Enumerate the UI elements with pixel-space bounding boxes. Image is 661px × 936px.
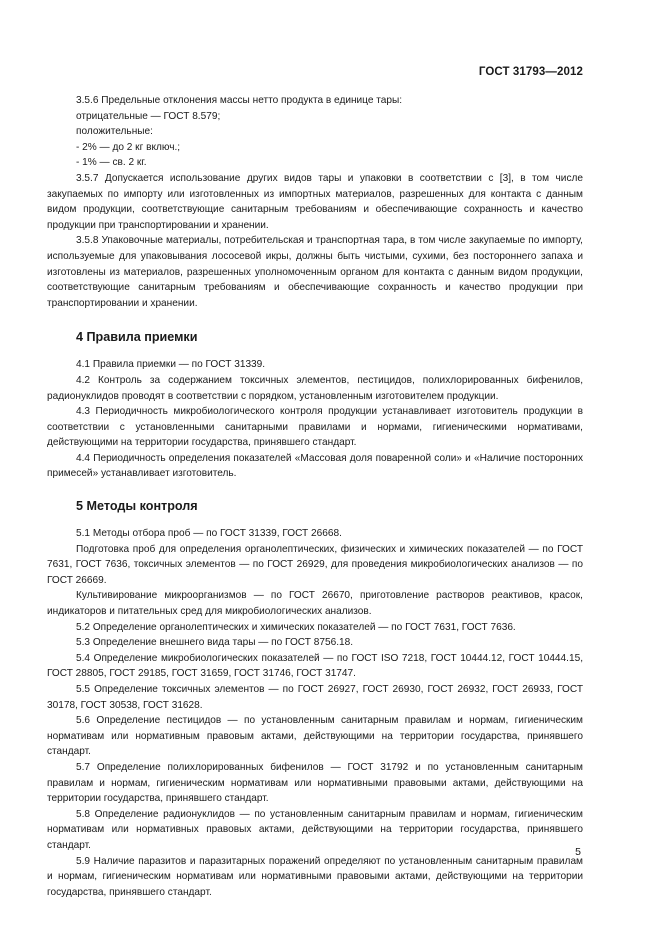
paragraph-5-7: 5.7 Определение полихлорированных бифенилов — ГОСТ 31792 и по установленным санитарным правилам и нормам, гигиеническим нормативам или нормативными правовыми актами, действующими на территории государства, принявшего стандарт. bbox=[47, 761, 583, 805]
paragraph-5-5: 5.5 Определение токсичных элементов — по ГОСТ 26927, ГОСТ 26930, ГОСТ 26932, ГОСТ 26933, ГОСТ 30178, ГОСТ 30538, ГОСТ 31628. bbox=[47, 684, 583, 711]
section-heading-acceptance-rules: 4 Правила приемки bbox=[76, 330, 198, 345]
page-number: 5 bbox=[575, 846, 581, 858]
paragraph-positive-label: положительные: bbox=[76, 126, 153, 138]
paragraph-5-2: 5.2 Определение органолептических и химических показателей — по ГОСТ 7631, ГОСТ 7636. bbox=[76, 621, 516, 633]
paragraph-5-9: 5.9 Наличие паразитов и паразитарных поражений определяют по установленным санитарным правилам и нормам, гигиеническим нормативам или нормативными правовыми актами, действующими на территории государства, принявшего стандарт. bbox=[47, 855, 583, 898]
paragraph-4-4: 4.4 Периодичность определения показателей «Массовая доля поваренной соли» и «Наличие посторонних примесей» устанавливает изготовитель. bbox=[47, 452, 583, 480]
document-code: ГОСТ 31793—2012 bbox=[478, 66, 583, 78]
paragraph-5-3: 5.3 Определение внешнего вида тары — по ГОСТ 8756.18. bbox=[76, 637, 354, 649]
paragraph-5-8: 5.8 Определение радионуклидов — по установленным санитарным правилам и нормам, гигиеническим нормативам или нормативных правовых актами, действующими на территории государства, принявшего стандарт. bbox=[47, 808, 583, 851]
list-item-deviation-1pct: - 1% — св. 2 кг. bbox=[76, 157, 147, 169]
page-body bbox=[47, 93, 583, 900]
paragraph-cultivation: Культивирование микроорганизмов — по ГОСТ 26670, приготовление растворов реактивов, красок, индикаторов и питательных сред для микробиологических анализов. bbox=[47, 590, 583, 618]
paragraph-4-2: 4.2 Контроль за содержанием токсичных элементов, пестицидов, полихлорированных бифенилов, радионуклидов проводят в соответствии с порядком, установленным изготовителем продукции. bbox=[47, 374, 583, 402]
paragraph-4-3: 4.3 Периодичность микробиологического контроля продукции устанавливает изготовитель продукции в соответствии с установленными санитарными правилами и нормами, гигиеническими нормативами, действующими на территории государства, принявшего стандарт. bbox=[47, 406, 583, 449]
section-heading-control-methods: 5 Методы контроля bbox=[76, 499, 198, 514]
list-item-deviation-2pct: - 2% — до 2 кг включ.; bbox=[76, 141, 181, 153]
paragraph-5-6: 5.6 Определение пестицидов — по установленным санитарным правилам и нормам, гигиеническим нормативам или нормативным правовым актами, действующими на территории государства, принявшего стандарт. bbox=[47, 715, 583, 758]
paragraph-3-5-7: 3.5.7 Допускается использование других видов тары и упаковки в соответствии с [3], в том числе закупаемых по импорту или изготовленных из импортных материалов, разрешенных для контакта с данным видом продукции, соответствующие санитарным требованиям и обеспечивающие сохранность и качество продукции при транспортировании и хранении. bbox=[47, 172, 583, 231]
paragraph-5-4: 5.4 Определение микробиологических показателей — по ГОСТ ISO 7218, ГОСТ 10444.12, ГОСТ 10444.15, ГОСТ 28805, ГОСТ 29185, ГОСТ 31659, ГОСТ 31746, ГОСТ 31747. bbox=[47, 652, 583, 680]
paragraph-3-5-8: 3.5.8 Упаковочные материалы, потребительская и транспортная тара, в том числе закупаемые по импорту, используемые для упаковывания лососевой икры, должны быть чистыми, сухими, без постороннего запаха и изготовлены из материалов, разрешенных уполномоченным органом для контакта с данным видом продукции, соответствующие санитарным требованиям и обеспечивающие сохранность и качество продукции при транспортировании и хранении. bbox=[47, 235, 583, 309]
paragraph-sample-preparation: Подготовка проб для определения органолептических, физических и химических показателей — по ГОСТ 7631, ГОСТ 7636, токсичных элементов — по ГОСТ 26929, для проведения микробиологических анализов — по ГОСТ 26669. bbox=[47, 543, 583, 586]
paragraph-negative-deviation: отрицательные — ГОСТ 8.579; bbox=[76, 110, 221, 122]
paragraph-5-1: 5.1 Методы отбора проб — по ГОСТ 31339, ГОСТ 26668. bbox=[76, 528, 342, 540]
paragraph-4-1: 4.1 Правила приемки — по ГОСТ 31339. bbox=[76, 359, 266, 371]
paragraph-3-5-6: 3.5.6 Предельные отклонения массы нетто продукта в единице тары: bbox=[76, 95, 403, 106]
